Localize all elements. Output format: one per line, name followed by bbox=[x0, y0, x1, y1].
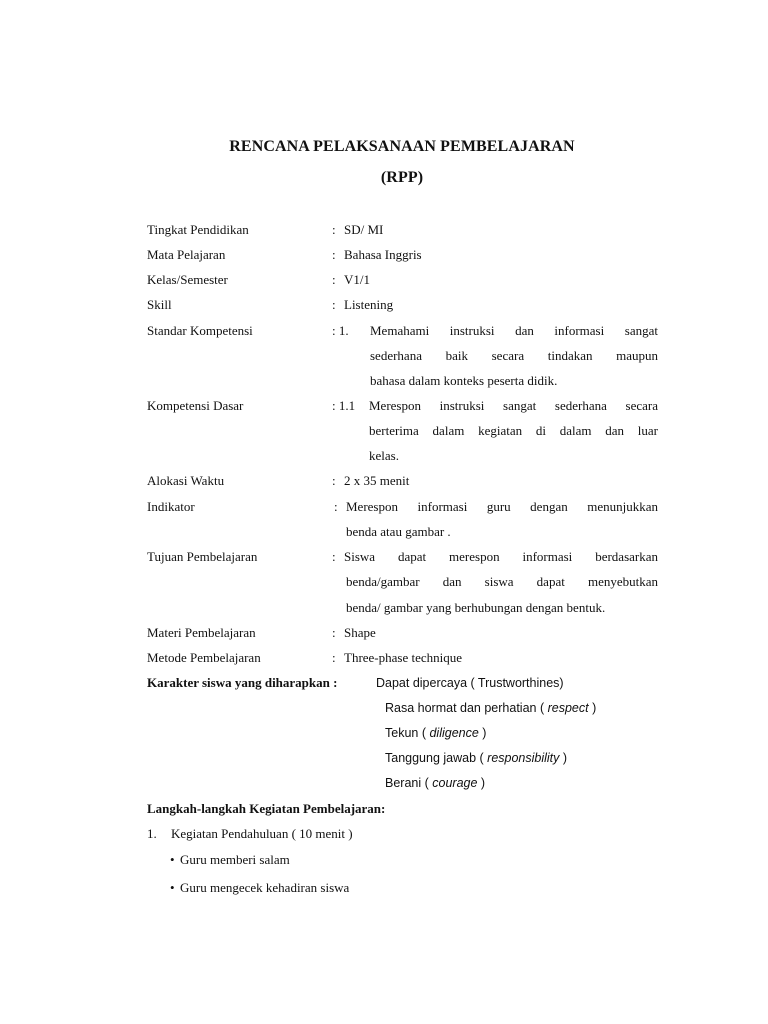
karakter-item-1: Dapat dipercaya ( Trustworthines) bbox=[376, 676, 564, 690]
sk-line-1: Memahami instruksi dan informasi sangat bbox=[370, 323, 658, 338]
label-kd: Kompetensi Dasar bbox=[147, 398, 244, 413]
bullet-icon: • bbox=[170, 852, 175, 867]
karakter-item-2-text: Rasa hormat dan perhatian ( bbox=[385, 701, 548, 715]
document-subtitle: (RPP) bbox=[380, 169, 424, 186]
tujuan-line-1: Siswa dapat merespon informasi berdasarkan bbox=[344, 549, 658, 564]
label-materi: Materi Pembelajaran bbox=[147, 625, 256, 640]
karakter-item-2 bbox=[385, 701, 596, 715]
prefix-sk: : 1. bbox=[332, 323, 349, 338]
karakter-item-5-text: Berani ( bbox=[385, 776, 433, 790]
label-indikator: Indikator bbox=[147, 499, 195, 514]
karakter-item-4-term: responsibility bbox=[487, 751, 560, 765]
karakter-item-5-term: courage bbox=[432, 776, 478, 790]
value-metode: Three-phase technique bbox=[344, 650, 463, 665]
tujuan-line-3: benda/ gambar yang berhubungan dengan bentuk. bbox=[346, 600, 606, 615]
bullet-icon: • bbox=[170, 880, 175, 895]
sk-line-3: bahasa dalam konteks peserta didik. bbox=[370, 373, 558, 388]
sk-line-2: sederhana baik secara tindakan maupun bbox=[370, 348, 658, 363]
colon-tujuan: : bbox=[332, 549, 336, 564]
kd-line-3: kelas. bbox=[369, 448, 399, 463]
colon-skill: : bbox=[332, 297, 336, 312]
prefix-kd: : 1.1 bbox=[332, 398, 356, 413]
value-mapel: Bahasa Inggris bbox=[344, 247, 422, 262]
label-tingkat: Tingkat Pendidikan bbox=[147, 222, 249, 237]
indikator-line-2: benda atau gambar . bbox=[346, 524, 451, 539]
karakter-item-5-close: ) bbox=[477, 776, 486, 790]
karakter-item-4-text: Tanggung jawab ( bbox=[385, 751, 488, 765]
value-tingkat: SD/ MI bbox=[344, 222, 384, 237]
kd-line-2: berterima dalam kegiatan di dalam dan luar bbox=[369, 423, 658, 438]
karakter-item-3-close: ) bbox=[478, 726, 487, 740]
colon-indikator: : bbox=[334, 499, 338, 514]
colon-metode: : bbox=[332, 650, 336, 665]
karakter-item-3 bbox=[385, 726, 486, 740]
label-skill: Skill bbox=[147, 297, 172, 312]
colon-mapel: : bbox=[332, 247, 336, 262]
label-metode: Metode Pembelajaran bbox=[147, 650, 261, 665]
colon-alokasi: : bbox=[332, 473, 336, 488]
colon-kelas: : bbox=[332, 272, 336, 287]
value-materi: Shape bbox=[344, 625, 376, 640]
langkah-heading: Langkah-langkah Kegiatan Pembelajaran: bbox=[147, 801, 386, 816]
karakter-item-4-close: ) bbox=[559, 751, 568, 765]
karakter-item-2-term: respect bbox=[547, 701, 589, 715]
value-alokasi: 2 x 35 menit bbox=[344, 473, 410, 488]
label-alokasi: Alokasi Waktu bbox=[147, 473, 225, 488]
karakter-item-3-term: diligence bbox=[429, 726, 479, 740]
karakter-item-5 bbox=[385, 776, 485, 790]
value-kelas: V1/1 bbox=[344, 272, 370, 287]
colon-tingkat: : bbox=[332, 222, 336, 237]
label-kelas: Kelas/Semester bbox=[147, 272, 228, 287]
indikator-line-1: Merespon informasi guru dengan menunjukkan bbox=[346, 499, 658, 514]
step-1-label: Kegiatan Pendahuluan ( 10 menit ) bbox=[171, 826, 353, 841]
label-sk: Standar Kompetensi bbox=[147, 323, 253, 338]
document-title: RENCANA PELAKSANAAN PEMBELAJARAN bbox=[229, 138, 575, 155]
karakter-item-3-text: Tekun ( bbox=[385, 726, 430, 740]
value-skill: Listening bbox=[344, 297, 394, 312]
kd-line-1: Merespon instruksi sangat sederhana secara bbox=[369, 398, 658, 413]
tujuan-line-2: benda/gambar dan siswa dapat menyebutkan bbox=[346, 574, 658, 589]
bullet-item-2: Guru mengecek kehadiran siswa bbox=[180, 880, 350, 895]
karakter-label: Karakter siswa yang diharapkan : bbox=[147, 675, 338, 690]
label-mapel: Mata Pelajaran bbox=[147, 247, 226, 262]
step-1-number: 1. bbox=[147, 826, 157, 841]
karakter-item-2-close: ) bbox=[588, 701, 597, 715]
label-tujuan: Tujuan Pembelajaran bbox=[147, 549, 258, 564]
karakter-item-4 bbox=[385, 751, 567, 765]
colon-materi: : bbox=[332, 625, 336, 640]
bullet-item-1: Guru memberi salam bbox=[180, 852, 290, 867]
